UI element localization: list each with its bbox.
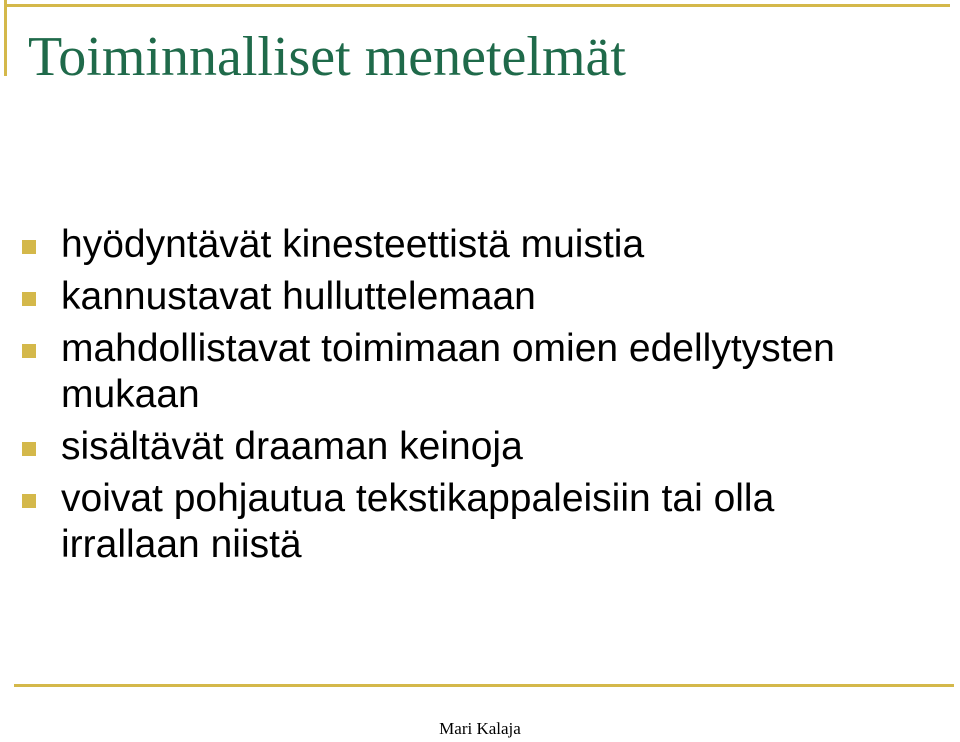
square-bullet-icon bbox=[22, 344, 36, 358]
bullet-item bbox=[20, 424, 920, 470]
corner-accent-line bbox=[4, 0, 7, 76]
square-bullet-icon bbox=[22, 240, 36, 254]
bullet-item bbox=[20, 326, 920, 418]
bullet-item bbox=[20, 222, 920, 268]
footer-author: Mari Kalaja bbox=[439, 719, 521, 738]
bullet-item bbox=[20, 274, 920, 320]
slide-title: Toiminnalliset menetelmät bbox=[28, 26, 626, 88]
bullet-list bbox=[20, 222, 920, 574]
bullet-text: hyödyntävät kinesteettistä muistia bbox=[61, 223, 645, 266]
bottom-accent-line bbox=[14, 684, 954, 687]
bullet-text: mahdollistavat toimimaan omien edellytysten mukaan bbox=[61, 327, 835, 416]
bullet-item bbox=[20, 476, 920, 568]
bullet-text: voivat pohjautua tekstikappaleisiin tai olla irrallaan niistä bbox=[61, 477, 775, 566]
square-bullet-icon bbox=[22, 442, 36, 456]
square-bullet-icon bbox=[22, 292, 36, 306]
square-bullet-icon bbox=[22, 494, 36, 508]
top-accent-line bbox=[4, 4, 950, 7]
bullet-text: kannustavat hulluttelemaan bbox=[61, 275, 536, 318]
bullet-text: sisältävät draaman keinoja bbox=[61, 425, 523, 468]
